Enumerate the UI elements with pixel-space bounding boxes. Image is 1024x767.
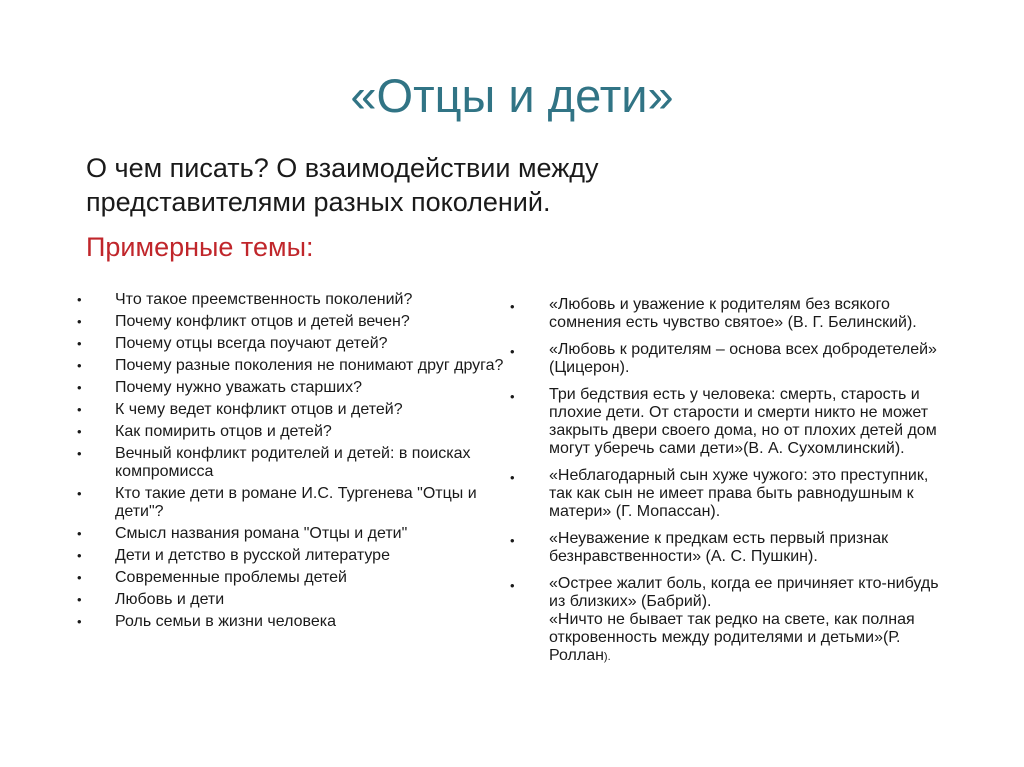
list-item-text: Роль семьи в жизни человека: [115, 613, 336, 630]
list-item-text: Дети и детство в русской литературе: [115, 547, 390, 564]
list-item-text: Как помирить отцов и детей?: [115, 423, 332, 440]
list-item: [77, 613, 515, 631]
bullet-icon: •: [77, 380, 82, 395]
bullet-icon: •: [77, 570, 82, 585]
slide-subtitle: О чем писать? О взаимодействии между представителями разных поколений.: [86, 153, 599, 217]
list-item-text: Кто такие дети в романе И.С. Тургенева "Отцы и дети"?: [115, 485, 477, 520]
quote-text: Три бедствия есть у человека: смерть, старость и плохие дети. От старости и смерти никто не может закрыть двери своего дома, но от плохих детей дом могут уберечь сами дети»(В. А. Сухомлинский).: [549, 386, 937, 457]
bullet-icon: •: [77, 402, 82, 417]
list-item-text: Вечный конфликт родителей и детей: в поисках компромисса: [115, 445, 471, 480]
topics-list: [77, 291, 515, 635]
bullet-icon: •: [77, 446, 82, 461]
list-item: [77, 335, 515, 353]
bullet-icon: •: [77, 358, 82, 373]
list-item-text: Почему конфликт отцов и детей вечен?: [115, 313, 410, 330]
bullet-icon: •: [510, 344, 515, 359]
quote-text: «Неблагодарный сын хуже чужого: это преступник, так как сын не имеет права быть равнодушным к матери» (Г. Мопассан).: [549, 467, 929, 520]
bullet-icon: •: [510, 389, 515, 404]
bullet-icon: •: [510, 470, 515, 485]
quote-item: [510, 296, 949, 332]
quote-item: [510, 341, 949, 377]
list-item: [77, 291, 515, 309]
quote-text: «Любовь и уважение к родителям без всякого сомнения есть чувство святое» (В. Г. Белинский).: [549, 296, 917, 331]
quote-item: [510, 575, 949, 666]
list-item-text: К чему ведет конфликт отцов и детей?: [115, 401, 403, 418]
list-item-text: Почему нужно уважать старших?: [115, 379, 362, 396]
bullet-icon: •: [77, 486, 82, 501]
bullet-icon: •: [510, 578, 515, 593]
list-item: [77, 423, 515, 441]
quote-text: «Любовь к родителям – основа всех добродетелей» (Цицерон).: [549, 341, 937, 376]
slide-title: «Отцы и дети»: [350, 69, 674, 122]
bullet-icon: •: [510, 299, 515, 314]
list-item: [77, 401, 515, 419]
bullet-icon: •: [510, 533, 515, 548]
bullet-icon: •: [77, 526, 82, 541]
quote-text: «Неуважение к предкам есть первый признак безнравственности» (А. С. Пушкин).: [549, 530, 889, 565]
bullet-icon: •: [77, 592, 82, 607]
list-item: [77, 313, 515, 331]
list-item: [77, 547, 515, 565]
list-item: [77, 357, 515, 375]
quote-item: [510, 530, 949, 566]
bullet-icon: •: [77, 336, 82, 351]
bullet-icon: •: [77, 614, 82, 629]
bullet-icon: •: [77, 292, 82, 307]
bullet-icon: •: [77, 424, 82, 439]
list-item-text: Смысл названия романа "Отцы и дети": [115, 525, 408, 542]
bullet-icon: •: [77, 548, 82, 563]
list-item: [77, 591, 515, 609]
themes-heading: Примерные темы:: [86, 232, 314, 262]
list-item: [77, 445, 515, 481]
bullet-icon: •: [77, 314, 82, 329]
quote-item: [510, 386, 949, 458]
list-item-text: Почему отцы всегда поучают детей?: [115, 335, 388, 352]
quote-text-end: ).: [603, 651, 611, 663]
quotes-list: [510, 296, 949, 675]
list-item: [77, 569, 515, 587]
quote-text: «Ничто не бывает так редко на свете, как полная откровенность между родителями и детьми»(Р. Роллан: [549, 611, 915, 664]
list-item: [77, 485, 515, 521]
list-item-text: Что такое преемственность поколений?: [115, 291, 413, 308]
quote-text: «Острее жалит боль, когда ее причиняет кто-нибудь из близких» (Бабрий).: [549, 575, 939, 610]
list-item: [77, 379, 515, 397]
list-item-text: Современные проблемы детей: [115, 569, 347, 586]
list-item-text: Любовь и дети: [115, 591, 225, 608]
list-item-text: Почему разные поколения не понимают друг друга?: [115, 357, 504, 374]
list-item: [77, 525, 515, 543]
quote-item: [510, 467, 949, 521]
